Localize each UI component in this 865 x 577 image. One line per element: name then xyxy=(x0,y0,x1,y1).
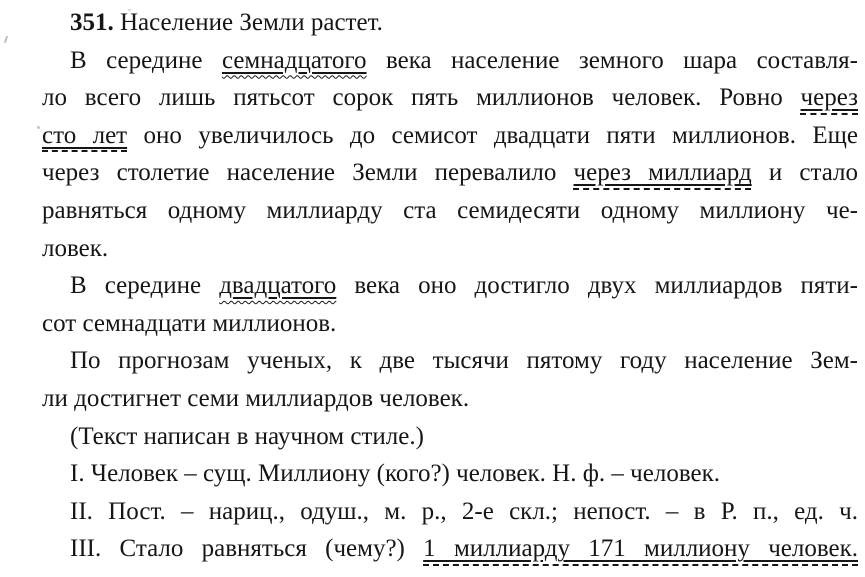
scan-artifact xyxy=(37,126,40,129)
text-segment: ловек. xyxy=(42,234,109,262)
text-segment: В середине xyxy=(70,272,220,300)
text-segment: В середине xyxy=(70,46,222,74)
text-line xyxy=(42,230,858,268)
exercise-number: 351. xyxy=(70,9,114,36)
text-line xyxy=(42,455,858,493)
text-segment: I. Человек – сущ. Миллиону (кого?) человек. Н. ф. – человек. xyxy=(70,460,720,488)
text-line xyxy=(42,418,858,456)
text-segment: через миллиард xyxy=(573,159,752,187)
underlined-phrase-wavy xyxy=(219,272,336,299)
text-line xyxy=(42,42,858,80)
text-line xyxy=(42,342,858,380)
text-line xyxy=(42,192,858,230)
text-segment: века население земного шара составля- xyxy=(366,46,858,74)
underlined-phrase-dash xyxy=(574,159,752,186)
text-segment: через xyxy=(800,84,858,112)
text-segment: По прогнозам ученых, к две тысячи пятому году население Зем- xyxy=(70,347,858,375)
underlined-phrase-dash xyxy=(801,84,858,111)
text-segment: III. Стало равняться (чему?) xyxy=(70,535,424,563)
text-line xyxy=(42,117,858,155)
text-segment: Население Земли растет. xyxy=(113,9,383,36)
underlined-phrase-dash xyxy=(42,122,127,149)
text-line xyxy=(42,4,858,42)
text-line xyxy=(42,267,858,305)
text-segment: сто лет xyxy=(42,121,128,149)
text-line xyxy=(42,530,858,568)
text-line xyxy=(42,305,858,343)
exercise-text xyxy=(42,4,858,568)
text-segment: ло всего лишь пятьсот сорок пять миллионов человек. Ровно xyxy=(42,84,801,112)
text-segment: и стало xyxy=(751,159,859,187)
text-segment: 1 миллиарду 171 миллиону человек. xyxy=(423,535,858,563)
text-segment: сот семнадцати миллионов. xyxy=(42,309,337,337)
text-segment: через столетие население Земли перевалило xyxy=(42,159,574,187)
underlined-phrase-dash xyxy=(423,535,858,562)
text-line xyxy=(42,154,858,192)
text-line xyxy=(42,493,858,531)
text-segment: оно увеличилось до семисот двадцати пяти миллионов. Еще xyxy=(127,121,858,149)
text-line xyxy=(42,380,858,418)
text-segment: двадцатого xyxy=(219,272,337,300)
text-segment: века оно достигло двух миллиардов пяти- xyxy=(336,272,859,300)
text-segment: ли достигнет семи миллиардов человек. xyxy=(42,384,470,412)
text-segment: (Текст написан в научном стиле.) xyxy=(70,422,424,450)
text-segment: семнадцатого xyxy=(221,46,367,74)
scan-artifact xyxy=(4,36,8,43)
underlined-phrase-wavy xyxy=(222,47,367,74)
text-segment: II. Пост. – нариц., одуш., м. р., 2-е скл.; непост. – в Р. п., ед. ч. xyxy=(70,497,858,525)
text-segment: равняться одному миллиарду ста семидесяти одному миллиону че- xyxy=(42,196,858,224)
text-line xyxy=(42,79,858,117)
